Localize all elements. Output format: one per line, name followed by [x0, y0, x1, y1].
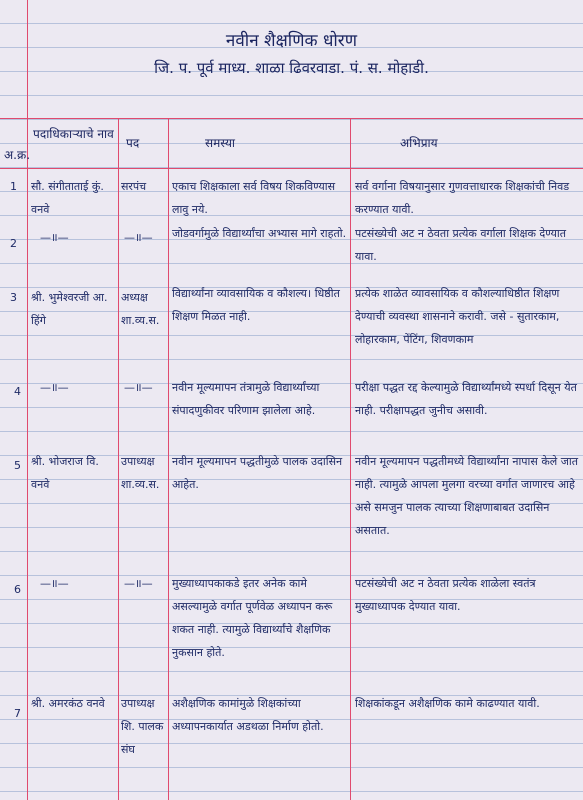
row-1-problem: एकाच शिक्षकाला सर्व विषय शिकविण्यास लावु नये.: [172, 180, 336, 216]
row-7-name: श्री. अमरकंठ वनवे: [31, 697, 105, 710]
row-7-opinion: शिक्षकांकडून अशैक्षणिक कामे काढण्यात यावी.: [355, 697, 540, 710]
row-6-problem: मुख्याध्यापकाकडे इतर अनेक कामे असल्यामुळे वर्गात पूर्णवेळ अध्यापन करू शकत नाही. त्यामुळे विद्यार्थ्यांचे शैक्षणिक नुकसान होते.: [172, 577, 333, 659]
row-6-post: —॥—: [124, 577, 153, 590]
row-7-post: उपाध्यक्ष शि. पालक संघ: [121, 697, 164, 756]
header-problem: समस्या: [205, 136, 236, 150]
row-6-name: —॥—: [40, 577, 69, 590]
column-divider: [118, 118, 119, 800]
row-2-no: 2: [10, 237, 17, 250]
row-5-opinion: नवीन मूल्यमापन पद्धतीमध्ये विद्यार्थ्यांना नापास केले जात नाही. त्यामुळे आपला मुलगा वरच्या वर्गात जाणारच आहे असे समजुन पालक त्याच्या शिक्षणाबाबत उदासिन असतात.: [355, 455, 579, 537]
row-3-no: 3: [10, 291, 17, 304]
row-2-opinion: पटसंख्येची अट न ठेवता प्रत्येक वर्गाला शिक्षक देण्यात यावा.: [355, 227, 567, 263]
header-name: पदाधिकाऱ्याचे नाव: [33, 127, 114, 141]
row-1-name: सौ. संगीताताई कुं. वनवे: [31, 180, 104, 216]
row-1-opinion: सर्व वर्गाना विषयानुसार गुणवत्ताधारक शिक्षकांची निवड करण्यात यावी.: [355, 180, 570, 216]
row-1-no: 1: [10, 180, 17, 193]
column-divider: [27, 0, 28, 800]
header-sr-no: अ.क्र.: [4, 148, 31, 162]
row-5-problem: नवीन मूल्यमापन पद्धतीमुळे पालक उदासिन आहेत.: [172, 455, 343, 491]
header-opinion: अभिप्राय: [400, 136, 438, 150]
row-7-problem: अशैक्षणिक कामांमुळे शिक्षकांच्या अध्यापनकार्यात अडथळा निर्माण होतो.: [172, 697, 324, 733]
row-3-opinion: प्रत्येक शाळेत व्यावसायिक व कौशल्याधिष्ठीत शिक्षण देण्याची व्यवस्था शासनाने करावी. जसे - सुतारकाम, लोहारकाम, पेंटिंग, शिवणकाम: [355, 287, 560, 346]
table-top-line: [0, 118, 583, 119]
row-4-post: —॥—: [124, 381, 153, 394]
row-2-problem: जोडवर्गामुळे विद्यार्थ्यांचा अभ्यास मागे राहतो.: [172, 227, 347, 240]
column-divider: [350, 118, 351, 800]
row-5-post: उपाध्यक्ष शा.व्य.स.: [121, 455, 160, 491]
row-5-name: श्री. भोजराज वि. वनवे: [31, 455, 99, 491]
row-3-post: अध्यक्ष शा.व्य.स.: [121, 291, 160, 327]
row-4-no: 4: [14, 385, 21, 398]
row-4-problem: नवीन मूल्यमापन तंत्रामुळे विद्यार्थ्यांच्या संपादणुकीवर परिणाम झालेला आहे.: [172, 381, 320, 417]
row-4-name: —॥—: [40, 381, 69, 394]
row-3-problem: विद्यार्थ्यांना व्यावसायिक व कौशल्य। धिष्ठीत शिक्षण मिळत नाही.: [172, 287, 340, 323]
row-3-name: श्री. भुमेश्वरजी आ. हिंगे: [31, 291, 108, 327]
row-2-name: —॥—: [40, 231, 69, 244]
column-divider: [168, 118, 169, 800]
row-1-post: सरपंच: [121, 180, 147, 193]
row-6-no: 6: [14, 583, 21, 596]
row-7-no: 7: [14, 707, 21, 720]
header-post: पद: [126, 136, 140, 150]
row-4-opinion: परीक्षा पद्धत रद्द केल्यामुळे विद्यार्थ्यांमध्ये स्पर्धा दिसून येत नाही. परीक्षापद्धत जुनीच असावी.: [355, 381, 577, 417]
page-subtitle: जि. प. पूर्व माध्य. शाळा ढिवरवाडा. पं. स. मोहाडी.: [154, 59, 429, 77]
page-title: नवीन शैक्षणिक धोरण: [225, 31, 358, 51]
row-5-no: 5: [14, 459, 21, 472]
row-6-opinion: पटसंख्येची अट न ठेवता प्रत्येक शाळेला स्वतंत्र मुख्याध्यापक देण्यात यावा.: [355, 577, 536, 613]
header-bottom-line: [0, 168, 583, 169]
row-2-post: —॥—: [124, 231, 153, 244]
